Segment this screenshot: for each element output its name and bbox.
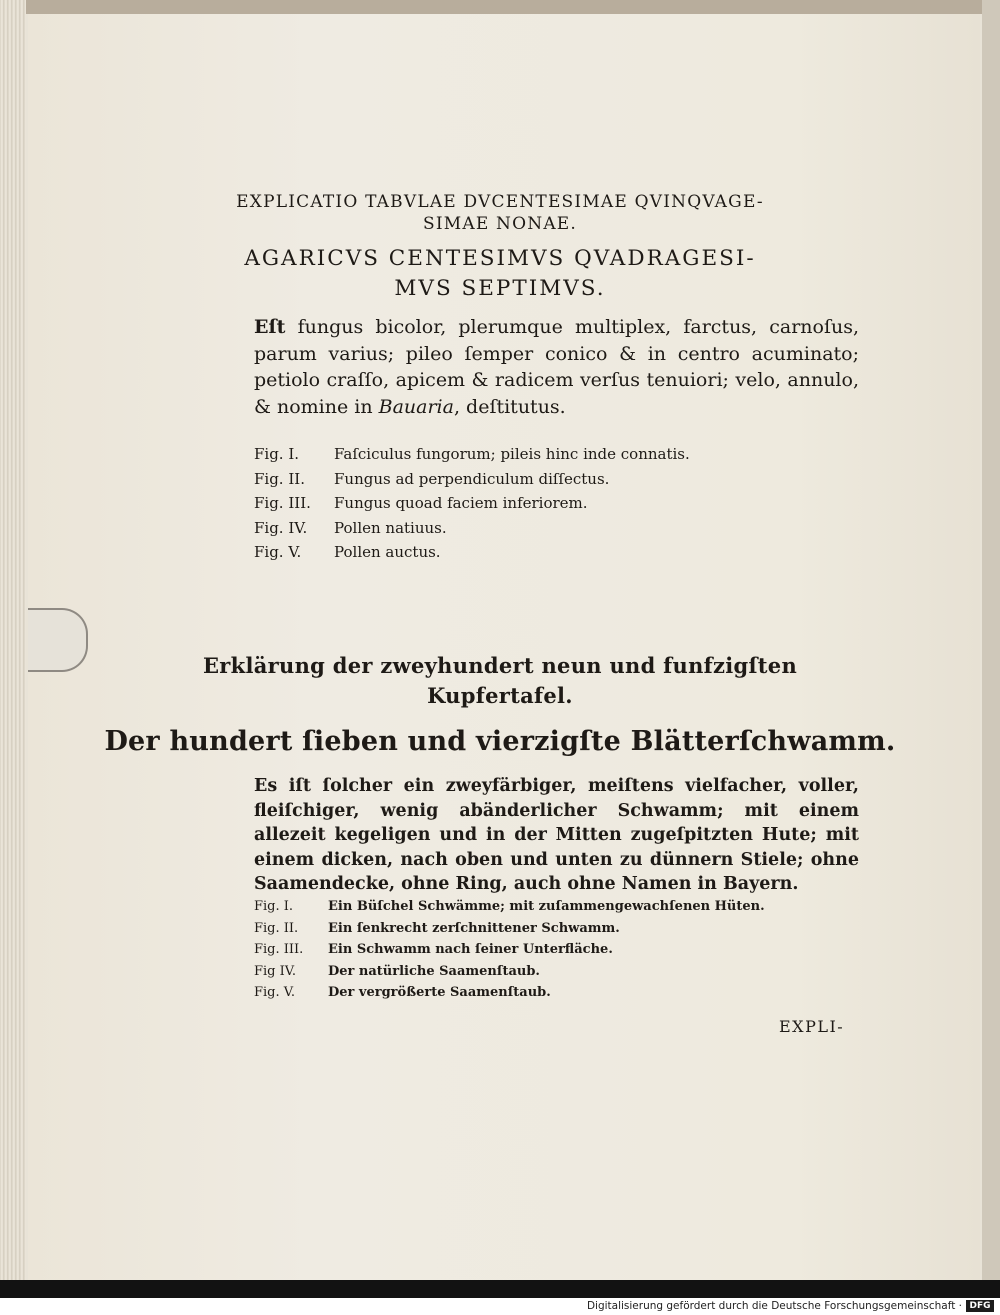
latin-description-initial: Eſt: [254, 316, 286, 338]
figure-caption: Der vergrößerte Saamenſtaub.: [328, 985, 551, 1000]
figure-caption: Pollen auctus.: [334, 543, 441, 561]
latin-description-place: Bauaria: [378, 395, 454, 418]
figure-number: Fig. IV.: [254, 518, 308, 537]
figure-caption: Ein Büſchel Schwämme; mit zuſammengewachſenen Hüten.: [328, 899, 765, 914]
figure-number: Fig. II.: [254, 920, 299, 936]
latin-figure-list: [254, 442, 690, 565]
figure-number: Fig. I.: [254, 445, 300, 463]
list-item: [254, 442, 690, 467]
figure-number: Fig. III.: [254, 494, 311, 512]
figure-number: Fig. I.: [254, 899, 294, 914]
list-item: [254, 961, 765, 983]
list-item: [254, 918, 765, 940]
latin-title-line2: MVS SEPTIMVS.: [394, 276, 606, 301]
list-item: [254, 540, 690, 565]
list-item: [254, 516, 690, 541]
scan-top-band: [0, 0, 1000, 14]
list-item: [254, 939, 765, 961]
german-heading: [0, 651, 1000, 711]
figure-number: Fig IV.: [254, 963, 297, 979]
german-figure-list: [254, 896, 765, 1004]
figure-caption: Der natürliche Saamenſtaub.: [328, 963, 540, 979]
list-item: [254, 491, 690, 516]
figure-caption: Fungus ad perpendiculum diſſectus.: [334, 469, 610, 488]
latin-heading-line2: SIMAE NONAE.: [422, 214, 578, 234]
list-item: [254, 467, 690, 492]
figure-number: Fig. V.: [254, 985, 296, 1000]
latin-description: [254, 314, 859, 420]
figure-caption: Ein Schwamm nach ſeiner Unterfläche.: [328, 942, 613, 957]
latin-heading: [0, 191, 1000, 235]
german-title: Der hundert ſieben und vierzigſte Blätterſchwamm.: [104, 726, 896, 757]
latin-heading-line1: EXPLICATIO TABVLAE DVCENTESIMAE QVINQVAGE-: [236, 192, 764, 212]
catchword: EXPLI-: [779, 1017, 845, 1036]
latin-description-end: , deſtitutus.: [453, 395, 566, 418]
figure-caption: Ein ſenkrecht zerſchnittener Schwamm.: [328, 920, 620, 936]
latin-title: [0, 244, 1000, 304]
dfg-logo: DFG: [966, 1300, 994, 1312]
latin-description-text: fungus bicolor, plerumque multiplex, farctus, carnoſus, parum varius; pileo ſemper conico & in centro acuminato; petiolo craſſo, apicem & radicem verſus tenuiori; velo, annulo, & nomine in: [254, 316, 860, 418]
latin-title-line1: AGARICVS CENTESIMVS QVADRAGESI-: [244, 246, 756, 271]
german-heading-line2: Kupfertafel.: [427, 683, 573, 708]
figure-caption: Pollen natiuus.: [334, 518, 447, 537]
german-description: Es iſt ſolcher ein zweyfärbiger, meiſtens vielfacher, voller, fleiſchiger, wenig abänderlicher Schwamm; mit einem allezeit kegeligen und in der Mitten zugeſpitzten Hute; mit einem dicken, nach oben und unten zu dünnern Stiele; ohne Saamendecke, ohne Ring, auch ohne Namen in Bayern.: [254, 776, 859, 894]
figure-caption: Fungus quoad faciem inferiorem.: [334, 494, 588, 512]
figure-caption: Faſciculus fungorum; pileis hinc inde connatis.: [334, 445, 690, 463]
german-heading-line1: Erklärung der zweyhundert neun und funfzigſten: [202, 653, 798, 678]
figure-number: Fig. III.: [254, 942, 304, 957]
figure-number: Fig. V.: [254, 543, 302, 561]
funding-credit: Digitalisierung gefördert durch die Deutsche Forschungsgemeinschaft ·: [586, 1300, 962, 1312]
list-item: [254, 982, 765, 1004]
list-item: [254, 896, 765, 918]
figure-number: Fig. II.: [254, 469, 305, 488]
